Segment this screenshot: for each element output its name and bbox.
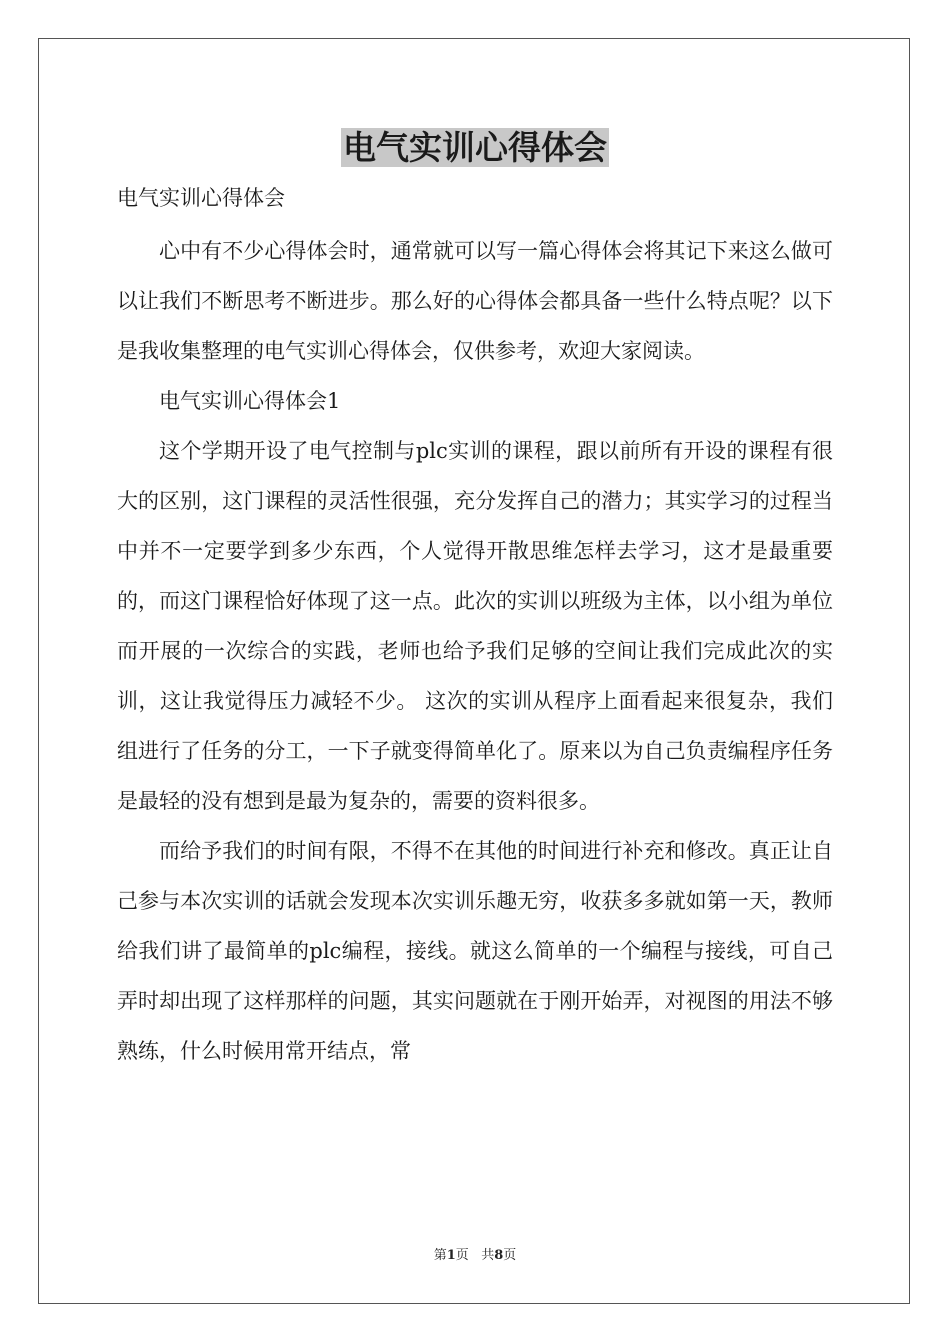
page-number: 1 (446, 1248, 456, 1263)
page-suffix: 页 (455, 1248, 469, 1263)
intro-paragraph: 心中有不少心得体会时，通常就可以写一篇心得体会将其记下来这么做可以让我们不断思考不断进步。那么好的心得体会都具备一些什么特点呢？以下是我收集整理的电气实训心得体会，仅供参考，欢迎大家阅读。 (117, 239, 833, 363)
document-title-text: 电气实训心得体会 (343, 128, 607, 167)
total-prefix: 共 (481, 1248, 495, 1263)
page-footer (0, 1247, 950, 1265)
total-pages: 8 (494, 1248, 504, 1263)
body-paragraph: 而给予我们的时间有限，不得不在其他的时间进行补充和修改。真正让自己参与本次实训的话就会发现本次实训乐趣无穷，收获多多就如第一天，教师给我们讲了最简单的plc编程，接线。就这么简单的一个编程与接线，可自己弄时却出现了这样那样的问题，其实问题就在于刚开始弄，对视图的用法不够熟练，什么时候用常开结点，常 (117, 839, 833, 1063)
section-heading: 电气实训心得体会1 (159, 389, 341, 413)
document-body (117, 226, 833, 1076)
total-suffix: 页 (503, 1248, 517, 1263)
body-paragraph: 这个学期开设了电气控制与plc实训的课程，跟以前所有开设的课程有很大的区别，这门课程的灵活性很强，充分发挥自己的潜力；其实学习的过程当中并不一定要学到多少东西，个人觉得开散思维怎样去学习，这才是最重要的，而这门课程恰好体现了这一点。此次的实训以班级为主体，以小组为单位而开展的一次综合的实践，老师也给予我们足够的空间让我们完成此次的实训，这让我觉得压力减轻不少。 这次的实训从程序上面看起来很复杂，我们组进行了任务的分工，一下子就变得简单化了。原来以为自己负责编程序任务是最轻的没有想到是最为复杂的，需要的资料很多。 (117, 439, 833, 813)
document-subtitle: 电气实训心得体会 (117, 186, 285, 210)
page-prefix: 第 (433, 1248, 447, 1263)
document-title (0, 126, 950, 170)
